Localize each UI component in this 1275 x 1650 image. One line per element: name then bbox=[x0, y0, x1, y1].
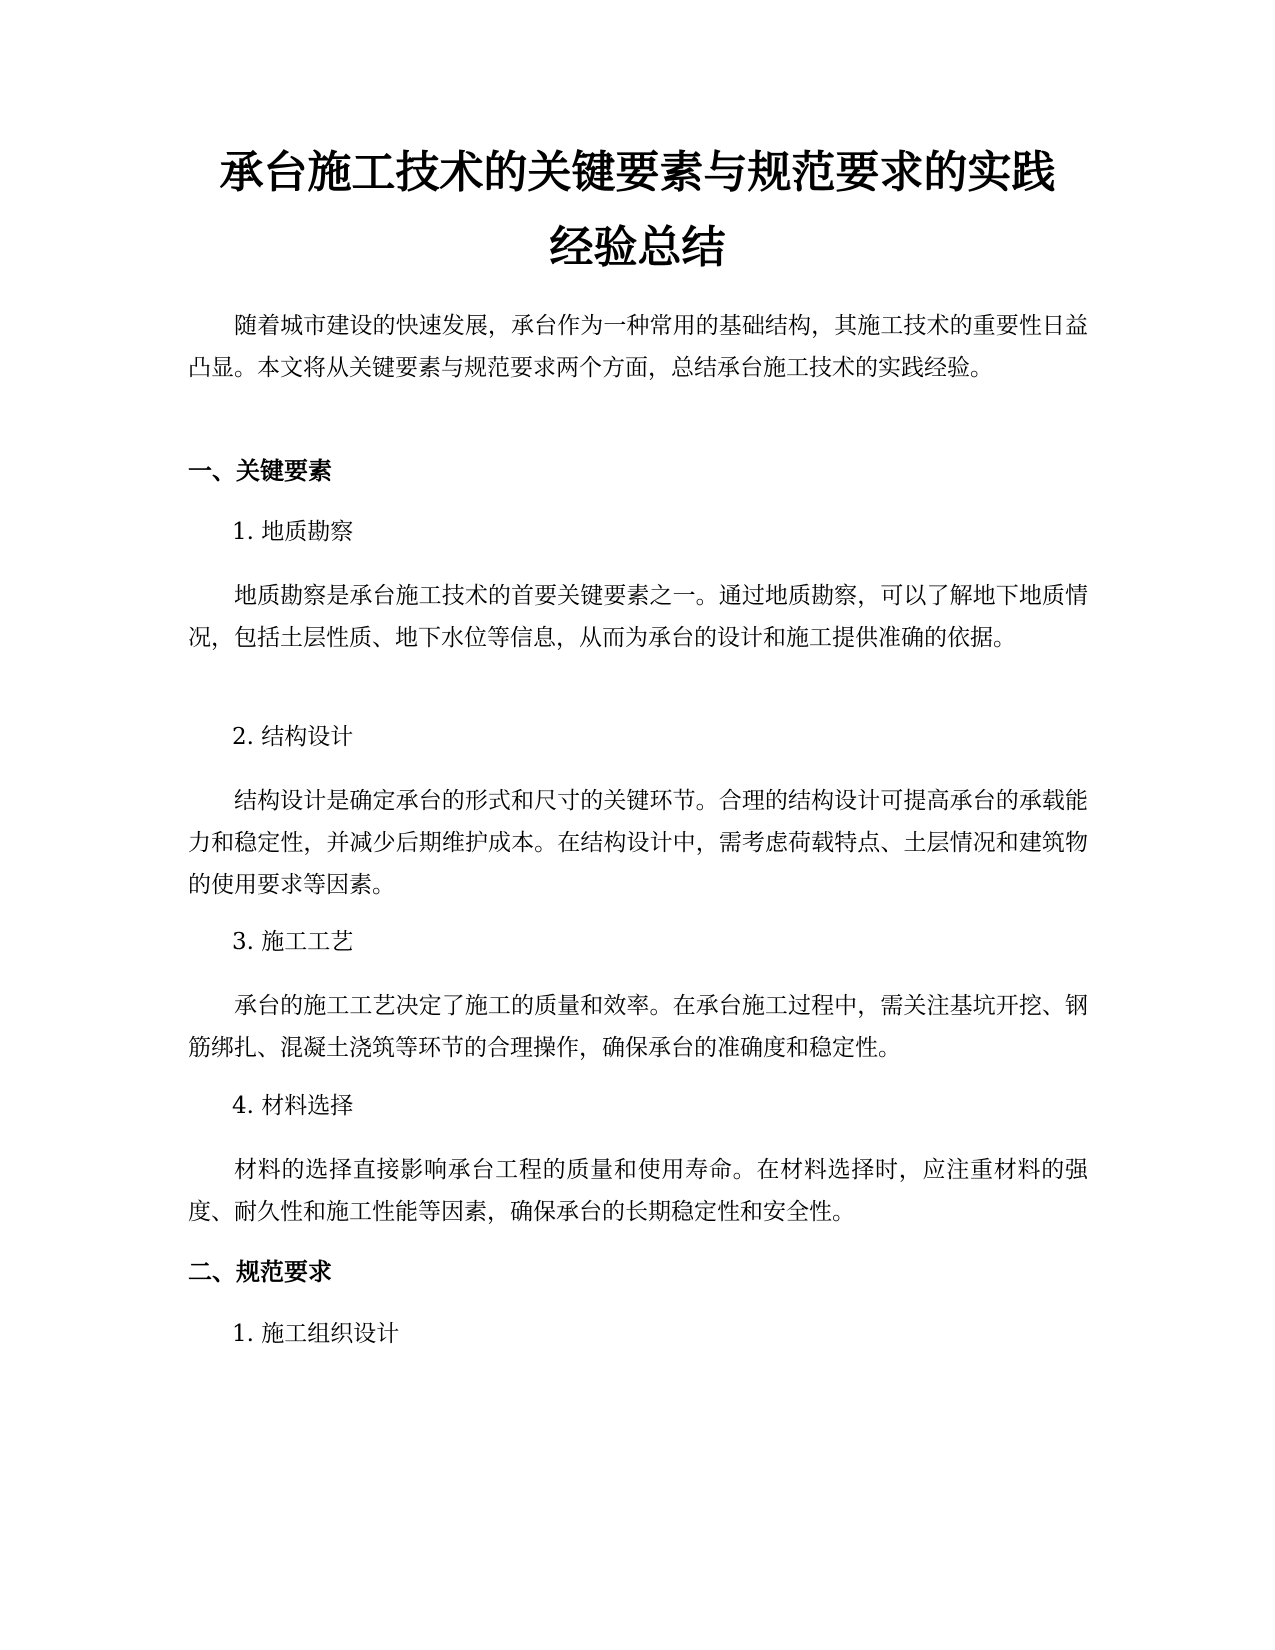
section-heading-key-elements: 一、关键要素 bbox=[188, 457, 332, 485]
paragraph-material-selection: 材料的选择直接影响承台工程的质量和使用寿命。在材料选择时，应注重材料的强度、耐久性和施工性能等因素，确保承台的长期稳定性和安全性。 bbox=[188, 1157, 1088, 1225]
item-heading-material-selection: 4. 材料选择 bbox=[232, 1093, 354, 1119]
paragraph-geological-survey: 地质勘察是承台施工技术的首要关键要素之一。通过地质勘察，可以了解地下地质情况，包括土层性质、地下水位等信息，从而为承台的设计和施工提供准确的依据。 bbox=[188, 583, 1088, 651]
intro-paragraph: 随着城市建设的快速发展，承台作为一种常用的基础结构，其施工技术的重要性日益凸显。本文将从关键要素与规范要求两个方面，总结承台施工技术的实践经验。 bbox=[188, 313, 1088, 381]
item-heading-construction-process: 3. 施工工艺 bbox=[232, 929, 354, 955]
document-title: 承台施工技术的关键要素与规范要求的实践 bbox=[219, 147, 1056, 198]
paragraph-construction-process: 承台的施工工艺决定了施工的质量和效率。在承台施工过程中，需关注基坑开挖、钢筋绑扎、混凝土浇筑等环节的合理操作，确保承台的准确度和稳定性。 bbox=[188, 993, 1088, 1061]
section-heading-standard-requirements: 二、规范要求 bbox=[188, 1258, 332, 1286]
document-title-continued: 经验总结 bbox=[549, 222, 726, 273]
item-heading-geological-survey: 1. 地质勘察 bbox=[232, 519, 354, 545]
item-heading-construction-organization: 1. 施工组织设计 bbox=[232, 1321, 400, 1347]
item-heading-structural-design: 2. 结构设计 bbox=[232, 724, 354, 750]
paragraph-structural-design: 结构设计是确定承台的形式和尺寸的关键环节。合理的结构设计可提高承台的承载能力和稳定性，并减少后期维护成本。在结构设计中，需考虑荷载特点、土层情况和建筑物的使用要求等因素。 bbox=[188, 788, 1088, 898]
